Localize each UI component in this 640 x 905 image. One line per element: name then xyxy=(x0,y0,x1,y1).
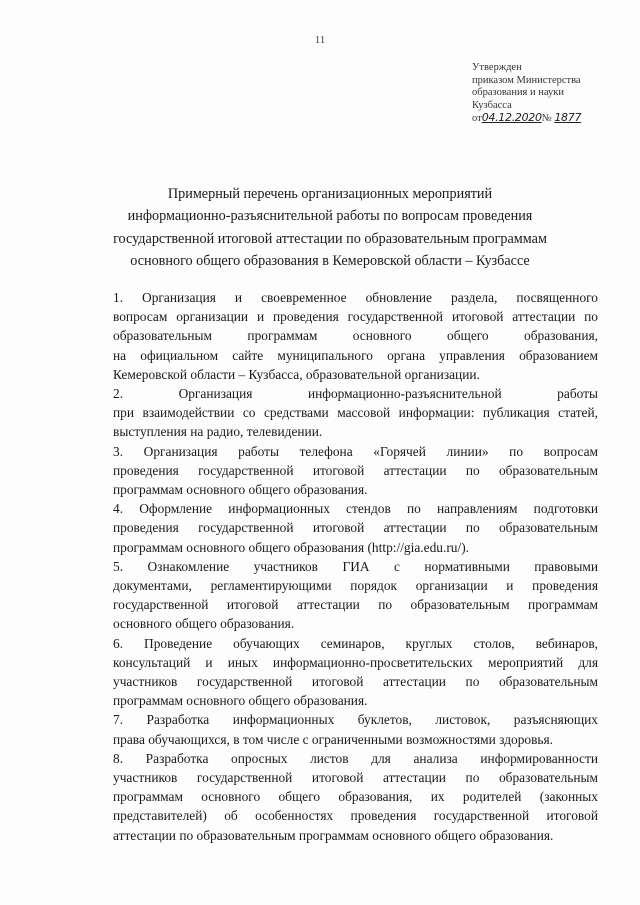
list-item-line: программам основного общего образования. xyxy=(113,482,368,498)
list-item-line: Кемеровской области – Кузбасса, образовательной организации. xyxy=(113,366,480,382)
title-line-2: информационно-разъяснительной работы по вопросам проведения xyxy=(127,208,533,225)
handwritten-number: 1877 xyxy=(554,111,582,125)
document-title xyxy=(60,183,600,273)
list-item xyxy=(113,499,598,557)
list-item-line: вопросам организации и проведения государственной итоговой аттестации по xyxy=(113,309,598,325)
list-item-line: 5. Ознакомление участников ГИА с нормативными правовыми xyxy=(113,558,598,574)
list-item-line: при взаимодействии со средствами массовой информации: публикация статей, xyxy=(113,405,598,421)
list-item-line: участников государственной итоговой аттестации по образовательным xyxy=(113,674,598,690)
list-item-line: выступления на радио, телевидении. xyxy=(113,424,323,440)
approval-date-line xyxy=(472,112,622,126)
list-item-line: 6. Проведение обучающих семинаров, круглых столов, вебинаров, xyxy=(113,635,598,651)
list-item-line: проведения государственной итоговой аттестации по образовательным xyxy=(113,462,598,478)
list-item xyxy=(113,384,598,442)
handwritten-date: 04.12.2020 xyxy=(481,111,542,125)
title-line-1: Примерный перечень организационных мероприятий xyxy=(167,186,493,202)
list-item xyxy=(113,288,598,384)
approval-line-2: приказом Министерства xyxy=(472,74,581,86)
measures-list xyxy=(113,288,598,845)
list-item-line: аттестации по образовательным программам основного общего образования. xyxy=(113,827,554,843)
title-line-4: основного общего образования в Кемеровской области – Кузбассе xyxy=(130,253,530,270)
list-item-line: 4. Оформление информационных стендов по направлениям подготовки xyxy=(113,501,598,517)
list-item-line: права обучающихся, в том числе с ограниченными возможностями здоровья. xyxy=(113,731,554,747)
list-item-line: консультаций и иных информационно-просветительских мероприятий для xyxy=(113,654,598,670)
list-item xyxy=(113,634,598,711)
list-item-line: участников государственной итоговой аттестации по образовательным xyxy=(113,770,598,786)
list-item-line: образовательным программам основного общего образования, xyxy=(113,328,598,344)
list-item-line: государственной итоговой аттестации по образовательным программам xyxy=(113,597,598,613)
page-number: 11 xyxy=(314,34,326,46)
list-item-line: 2. Организация информационно-разъяснительной работы xyxy=(113,386,598,402)
list-item xyxy=(113,442,598,500)
list-item-line: программам основного общего образования. xyxy=(113,693,368,709)
list-item-line: на официальном сайте муниципального органа управления образованием xyxy=(113,347,598,363)
list-item-line: 8. Разработка опросных листов для анализа информированности xyxy=(113,750,598,766)
list-item-line: представителей) об особенностях проведения государственной итоговой xyxy=(113,808,598,824)
number-prefix: № xyxy=(541,113,552,125)
title-line-3: государственной итоговой аттестации по образовательным программам xyxy=(113,230,547,247)
list-item-line: программам основного общего образования, их родителей (законных xyxy=(113,789,598,805)
list-item-line: 1. Организация и своевременное обновление раздела, посвященного xyxy=(113,290,598,305)
list-item xyxy=(113,749,598,845)
approval-stamp xyxy=(472,62,622,126)
date-prefix: от xyxy=(472,113,482,125)
list-item-line: 3. Организация работы телефона «Горячей линии» по вопросам xyxy=(113,443,598,459)
list-item xyxy=(113,557,598,634)
list-item-line: документами, регламентирующими порядок организации и проведения xyxy=(113,578,598,594)
list-item-line: программам основного общего образования (http://gia.edu.ru/). xyxy=(113,539,469,555)
approval-line-3: образования и науки xyxy=(472,87,564,99)
list-item-line: 7. Разработка информационных буклетов, листовок, разъясняющих xyxy=(113,712,598,728)
approval-line-4: Кузбасса xyxy=(472,99,512,111)
list-item xyxy=(113,710,598,748)
approval-line-1: Утвержден xyxy=(472,62,522,73)
list-item-line: основного общего образования. xyxy=(113,616,295,632)
list-item-line: проведения государственной итоговой аттестации по образовательным xyxy=(113,520,598,536)
